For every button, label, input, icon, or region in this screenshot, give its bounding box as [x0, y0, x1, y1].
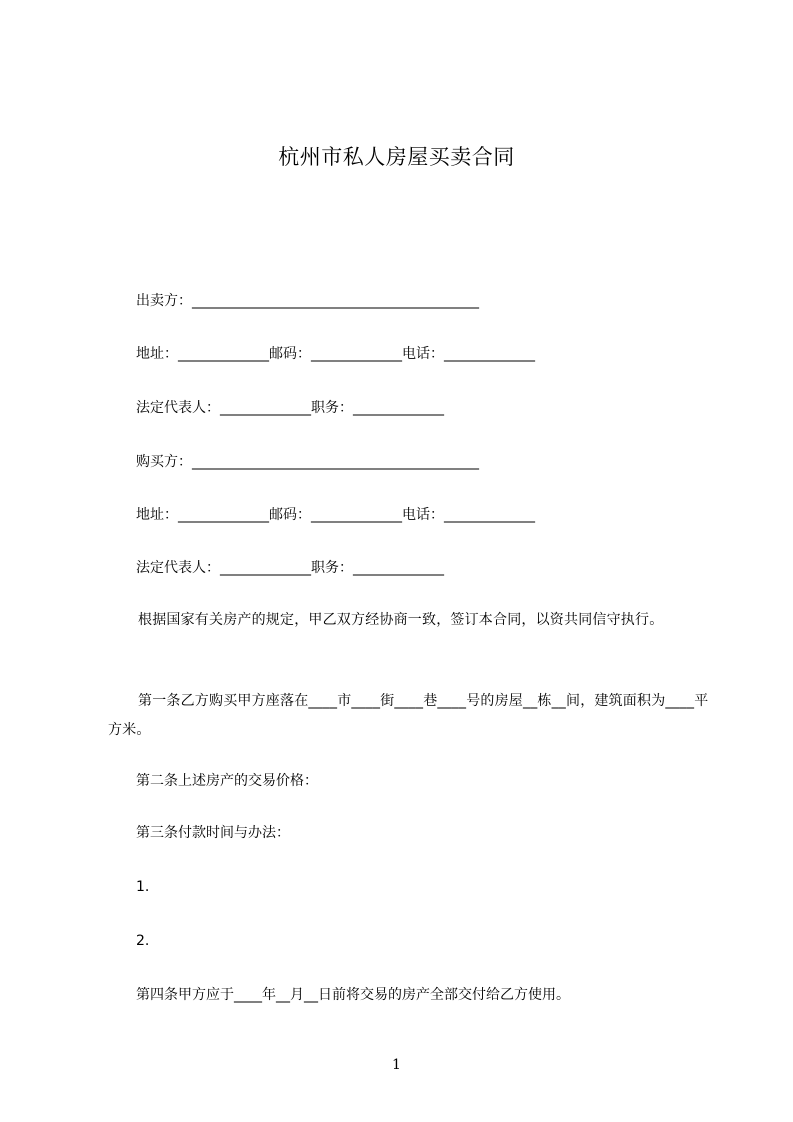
article-3-heading: 第三条付款时间与办法： — [136, 825, 290, 841]
list-item-1: 1. — [136, 879, 150, 895]
seller-name-line: 出卖方：_________________________________________ — [136, 293, 479, 309]
seller-address-line: 地址：_____________邮码：_____________电话：_____________ — [136, 346, 535, 362]
article-1-paragraph: 第一条乙方购买甲方座落在____市____街____巷____号的房屋__栋__间，建筑面积为____平方米。 — [108, 693, 709, 738]
buyer-address-line: 地址：_____________邮码：_____________电话：_____________ — [136, 507, 535, 523]
buyer-legal-rep-line: 法定代表人：_____________职务：_____________ — [136, 560, 444, 576]
seller-legal-rep-line: 法定代表人：_____________职务：_____________ — [136, 400, 444, 416]
article-2-heading: 第二条上述房产的交易价格： — [136, 773, 318, 789]
article-4-paragraph: 第四条甲方应于____年__月__日前将交易的房产全部交付给乙方使用。 — [136, 987, 570, 1003]
buyer-name-line: 购买方：_________________________________________ — [136, 454, 479, 470]
page-number: 1 — [392, 1057, 401, 1073]
document-title: 杭州市私人房屋买卖合同 — [278, 145, 515, 169]
preamble-paragraph: 根据国家有关房产的规定，甲乙双方经协商一致，签订本合同，以资共同信守执行。 — [138, 612, 664, 628]
list-item-2: 2. — [136, 933, 150, 949]
